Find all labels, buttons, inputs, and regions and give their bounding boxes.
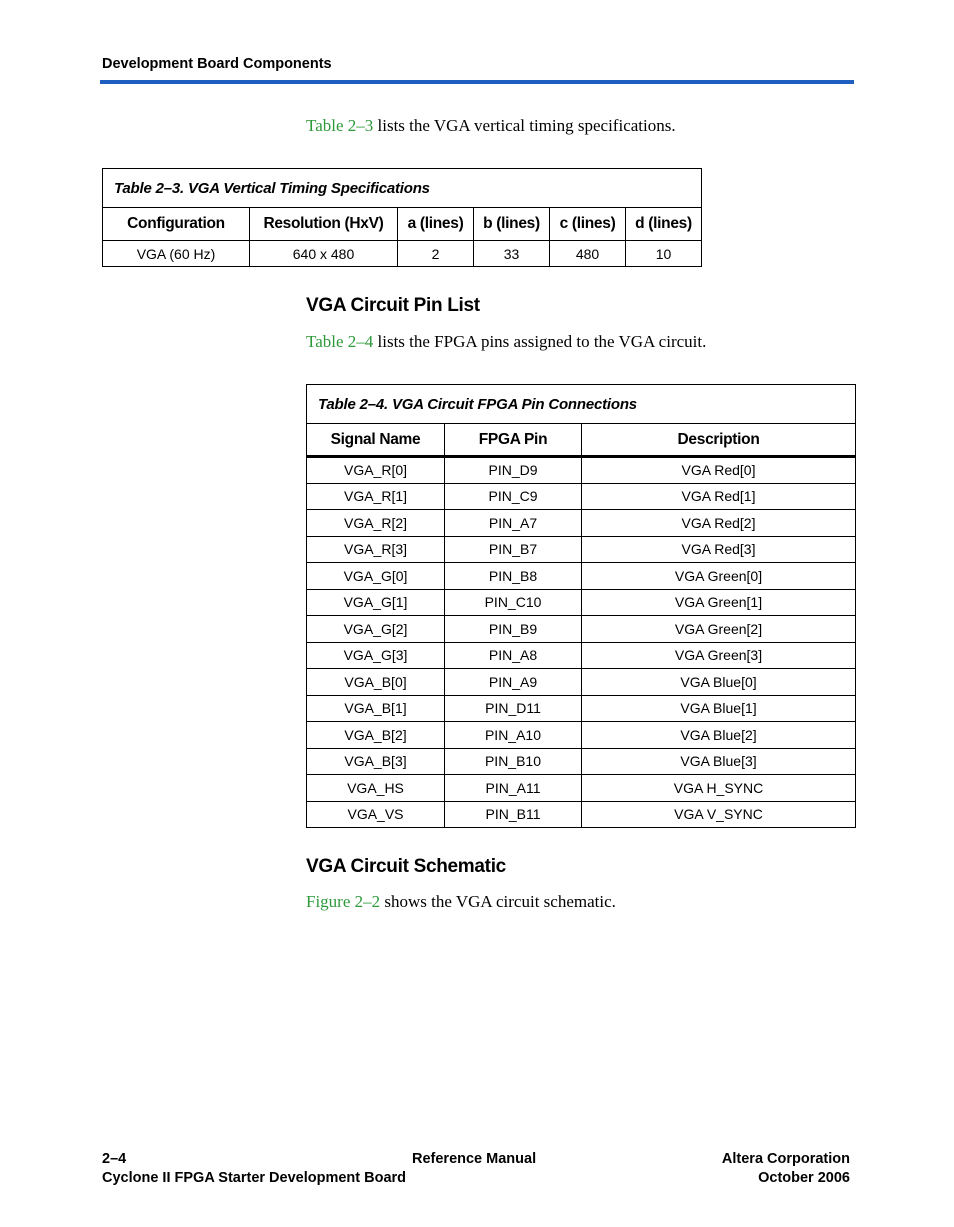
figure-cross-reference-link[interactable]: Figure 2–2: [306, 892, 381, 911]
table-cell: PIN_A10: [445, 722, 582, 749]
table-cell: VGA_B[2]: [307, 722, 445, 749]
table-row: [307, 510, 856, 537]
table4-intro-text: lists the FPGA pins assigned to the VGA circuit.: [373, 332, 707, 351]
table4-intro-paragraph: [306, 332, 706, 352]
section-heading-pin-list: VGA Circuit Pin List: [306, 295, 480, 316]
table-cell: VGA_R[1]: [307, 483, 445, 510]
table-cell: PIN_A8: [445, 642, 582, 669]
table3-intro-paragraph: [306, 116, 676, 136]
table-row: [307, 775, 856, 802]
column-header: Configuration: [103, 208, 250, 241]
table-cell: PIN_D11: [445, 695, 582, 722]
vga-pin-connections-table: [306, 384, 856, 828]
table-caption: Table 2–3. VGA Vertical Timing Specifications: [103, 169, 702, 208]
table-row: [307, 589, 856, 616]
table-row: [103, 241, 702, 267]
table3-cross-reference-link[interactable]: Table 2–3: [306, 116, 374, 135]
table-cell: VGA_G[3]: [307, 642, 445, 669]
table-cell: PIN_B7: [445, 536, 582, 563]
table-cell: VGA Blue[0]: [582, 669, 856, 696]
table4-cross-reference-link[interactable]: Table 2–4: [306, 332, 374, 351]
table-row: [307, 722, 856, 749]
footer-page-number: 2–4: [102, 1151, 127, 1167]
table-caption: Table 2–4. VGA Circuit FPGA Pin Connections: [307, 385, 856, 424]
table-cell: 2: [398, 241, 474, 267]
table-row: [307, 616, 856, 643]
table-row: [307, 536, 856, 563]
table-cell: VGA (60 Hz): [103, 241, 250, 267]
table-cell: PIN_C10: [445, 589, 582, 616]
header-divider: [100, 80, 854, 84]
table-row: [307, 801, 856, 828]
vga-vertical-timing-table: [102, 168, 702, 267]
table-cell: VGA_R[2]: [307, 510, 445, 537]
table-cell: VGA Blue[1]: [582, 695, 856, 722]
table-cell: VGA_B[3]: [307, 748, 445, 775]
column-header: b (lines): [474, 208, 550, 241]
column-header: Signal Name: [307, 424, 445, 457]
table-cell: PIN_B9: [445, 616, 582, 643]
table-row: [307, 695, 856, 722]
column-header: a (lines): [398, 208, 474, 241]
table3-intro-text: lists the VGA vertical timing specifications.: [373, 116, 676, 135]
table-cell: VGA_HS: [307, 775, 445, 802]
table-cell: VGA_G[0]: [307, 563, 445, 590]
table-cell: 33: [474, 241, 550, 267]
table-cell: VGA Red[2]: [582, 510, 856, 537]
table-cell: VGA_R[3]: [307, 536, 445, 563]
table-cell: VGA V_SYNC: [582, 801, 856, 828]
table-cell: 480: [550, 241, 626, 267]
figure-intro-text: shows the VGA circuit schematic.: [380, 892, 616, 911]
table-cell: VGA_G[1]: [307, 589, 445, 616]
table-cell: PIN_D9: [445, 457, 582, 484]
figure-intro-paragraph: [306, 892, 616, 912]
table-cell: VGA Red[1]: [582, 483, 856, 510]
table-cell: PIN_A9: [445, 669, 582, 696]
table-row: [307, 457, 856, 484]
table-cell: PIN_B10: [445, 748, 582, 775]
footer-doc-type: Reference Manual: [412, 1151, 537, 1167]
table-cell: PIN_B8: [445, 563, 582, 590]
table-cell: VGA_G[2]: [307, 616, 445, 643]
table-row: [307, 748, 856, 775]
table-cell: PIN_A7: [445, 510, 582, 537]
table-cell: VGA Green[2]: [582, 616, 856, 643]
table-cell: VGA Red[3]: [582, 536, 856, 563]
column-header: d (lines): [626, 208, 702, 241]
table-cell: VGA Green[1]: [582, 589, 856, 616]
table-cell: VGA Green[0]: [582, 563, 856, 590]
table-cell: VGA_R[0]: [307, 457, 445, 484]
table-row: [307, 563, 856, 590]
table-row: [307, 642, 856, 669]
table-cell: PIN_B11: [445, 801, 582, 828]
table-cell: VGA H_SYNC: [582, 775, 856, 802]
table-cell: VGA_B[0]: [307, 669, 445, 696]
column-header: FPGA Pin: [445, 424, 582, 457]
table-cell: PIN_C9: [445, 483, 582, 510]
table-cell: 10: [626, 241, 702, 267]
table-cell: PIN_A11: [445, 775, 582, 802]
footer-date: October 2006: [758, 1170, 850, 1186]
table-cell: VGA Blue[3]: [582, 748, 856, 775]
table-row: [307, 669, 856, 696]
column-header: c (lines): [550, 208, 626, 241]
section-heading-schematic: VGA Circuit Schematic: [306, 856, 506, 877]
table-row: [307, 483, 856, 510]
table-cell: 640 x 480: [250, 241, 398, 267]
footer-company: Altera Corporation: [721, 1151, 850, 1167]
table-cell: VGA Green[3]: [582, 642, 856, 669]
table-cell: VGA_B[1]: [307, 695, 445, 722]
column-header: Description: [582, 424, 856, 457]
column-header: Resolution (HxV): [250, 208, 398, 241]
table-cell: VGA Red[0]: [582, 457, 856, 484]
running-header: Development Board Components: [102, 56, 332, 72]
footer-product: Cyclone II FPGA Starter Development Board: [102, 1170, 407, 1186]
table-cell: VGA_VS: [307, 801, 445, 828]
pin-table-body: [307, 457, 856, 828]
table-cell: VGA Blue[2]: [582, 722, 856, 749]
